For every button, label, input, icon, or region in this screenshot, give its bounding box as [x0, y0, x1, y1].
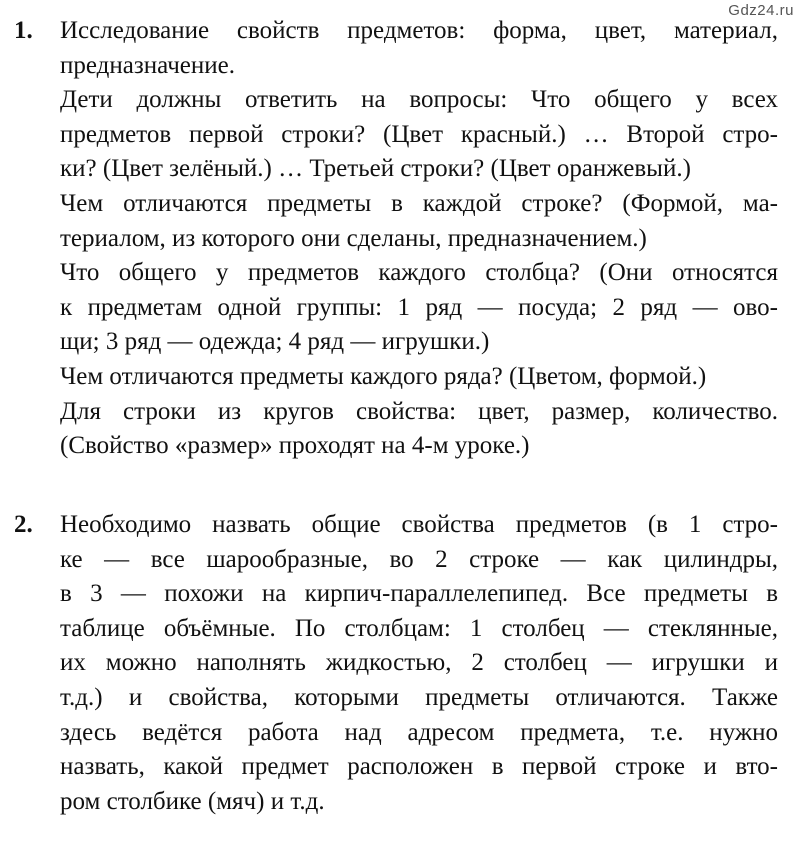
- item-text: [60, 508, 778, 819]
- text-line: Чем отличаются предметы каждого ряда? (Цветом, формой.): [60, 362, 707, 390]
- item-number: 2.: [14, 511, 33, 538]
- text-line: назвать, какой предмет расположен в первой строке и вто-: [60, 753, 778, 781]
- text-line: в 3 — похожи на кирпич-параллелепипед. Все предметы в: [60, 580, 778, 608]
- text-line: Для строки из кругов свойства: цвет, размер, количество.: [60, 397, 778, 425]
- site-watermark: Gdz24.ru: [728, 2, 794, 19]
- text-line: териалом, из которого они сделаны, предназначением.): [60, 224, 647, 252]
- text-line: Что общего у предметов каждого столбца? (Они относятся: [60, 259, 778, 287]
- text-line: предназначение.: [60, 51, 235, 79]
- text-line: щи; 3 ряд — одежда; 4 ряд — игрушки.): [60, 328, 490, 356]
- text-line: т.д.) и свойства, которыми предметы отличаются. Также: [60, 683, 778, 711]
- item-number: 1.: [14, 17, 33, 44]
- text-line: к предметам одной группы: 1 ряд — посуда; 2 ряд — ово-: [60, 293, 778, 321]
- text-line: их можно наполнять жидкостью, 2 столбец — игрушки и: [60, 649, 778, 677]
- text-line: Чем отличаются предметы в каждой строке? (Формой, ма-: [60, 189, 778, 217]
- text-line: предметов первой строки? (Цвет красный.) … Второй стро-: [60, 120, 778, 148]
- text-line: Необходимо назвать общие свойства предметов (в 1 стро-: [60, 511, 778, 538]
- text-line: Исследование свойств предметов: форма, цвет, материал,: [60, 17, 778, 44]
- text-line: ке — все шарообразные, во 2 строке — как цилиндры,: [60, 545, 778, 573]
- text-line: ки? (Цвет зелёный.) … Третьей строки? (Цвет оранжевый.): [60, 155, 691, 183]
- text-line: (Свойство «размер» проходят на 4-м уроке.): [60, 432, 530, 460]
- text-line: ром столбике (мяч) и т.д.: [60, 787, 325, 815]
- item-text: [60, 14, 778, 464]
- text-line: Дети должны ответить на вопросы: Что общего у всех: [60, 86, 778, 114]
- text-line: таблице объёмные. По столбцам: 1 столбец — стеклянные,: [60, 614, 778, 642]
- text-line: здесь ведётся работа над адресом предмета, т.е. нужно: [60, 718, 778, 746]
